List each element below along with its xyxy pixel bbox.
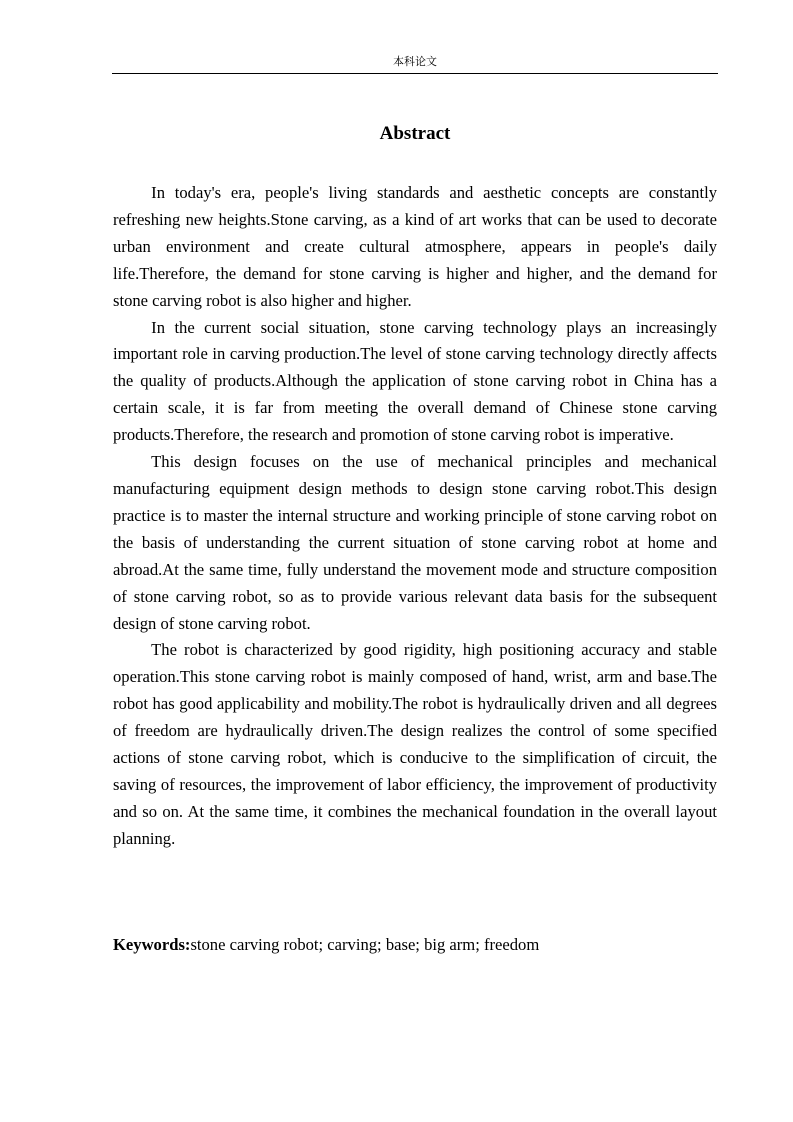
keywords-text: stone carving robot; carving; base; big arm; freedom [190, 935, 540, 954]
abstract-paragraph-4: The robot is characterized by good rigidity, high positioning accuracy and stable operation.This stone carving robot is mainly composed of hand, wrist, arm and base.The robot has good applicability and mobility.The robot is hydraulically driven and all degrees of freedom are hydraulically driven.The design realizes the control of some specified actions of stone carving robot, which is conducive to the simplification of circuit, the saving of resources, the improvement of labor efficiency, the improvement of productivity and so on. At the same time, it combines the mechanical foundation in the overall layout planning. [113, 640, 717, 848]
abstract-paragraph-3: This design focuses on the use of mechanical principles and mechanical manufacturing equipment design methods to design stone carving robot.This design practice is to master the internal structure and working principle of stone carving robot on the basis of understanding the current situation of stone carving robot at home and abroad.At the same time, fully understand the movement mode and structure composition of stone carving robot, so as to provide various relevant data basis for the subsequent design of stone carving robot. [113, 452, 717, 633]
abstract-paragraph-2: In the current social situation, stone carving technology plays an increasingly important role in carving production.The level of stone carving technology directly affects the quality of products.Although the application of stone carving robot in China has a certain scale, it is far from meeting the overall demand of Chinese stone carving products.Therefore, the research and promotion of stone carving robot is imperative. [113, 317, 717, 445]
abstract-title: Abstract [379, 123, 451, 144]
running-header: 本科论文 [393, 55, 437, 68]
keywords-line [113, 932, 717, 958]
abstract-paragraph-1: In today's era, people's living standards and aesthetic concepts are constantly refreshing new heights.Stone carving, as a kind of art works that can be used to decorate urban environment and create cultural atmosphere, appears in people's daily life.Therefore, the demand for stone carving is higher and higher, and the demand for stone carving robot is also higher and higher. [113, 183, 717, 310]
header-rule [112, 73, 718, 74]
keywords-label: Keywords: [113, 935, 191, 954]
abstract-body [113, 180, 717, 853]
